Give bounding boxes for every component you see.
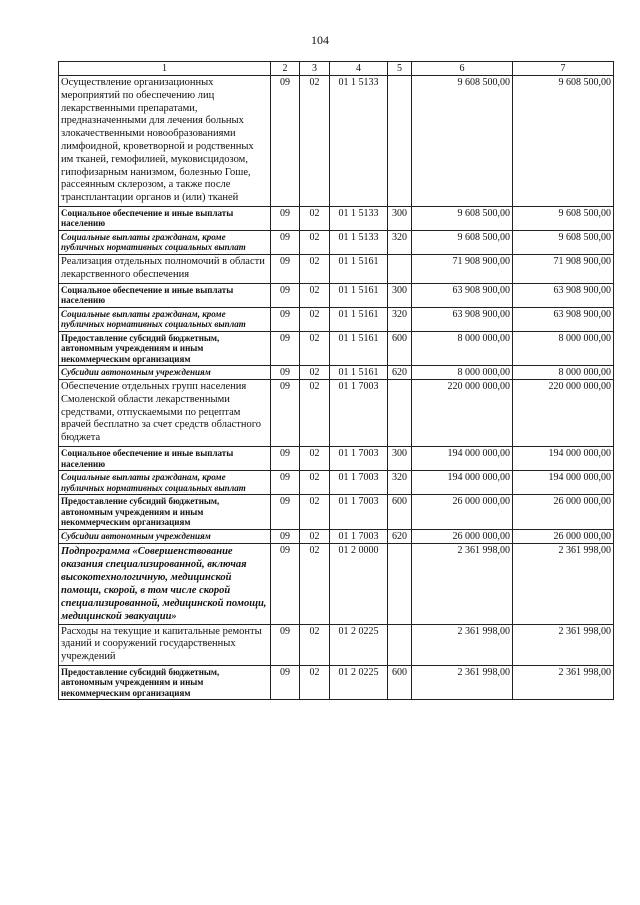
cell-expense-type [388, 380, 412, 447]
table-row [59, 230, 614, 254]
cell-subsection: 02 [300, 283, 330, 307]
cell-name: Социальные выплаты гражданам, кроме публичных нормативных социальных выплат [59, 307, 271, 331]
cell-section: 09 [271, 529, 300, 543]
col-header-4: 4 [330, 62, 388, 76]
cell-target-article: 01 1 5161 [330, 283, 388, 307]
cell-amount-year1: 9 608 500,00 [412, 76, 513, 207]
budget-table [58, 61, 614, 700]
cell-name: Предоставление субсидий бюджетным, автономным учреждениям и иным некоммерческим организациям [59, 331, 271, 366]
cell-subsection: 02 [300, 366, 330, 380]
table-row [59, 447, 614, 471]
cell-target-article: 01 1 5133 [330, 230, 388, 254]
cell-expense-type [388, 254, 412, 283]
col-header-7: 7 [513, 62, 614, 76]
table-row [59, 543, 614, 624]
cell-target-article: 01 1 7003 [330, 471, 388, 495]
cell-section: 09 [271, 543, 300, 624]
cell-subsection: 02 [300, 254, 330, 283]
table-row [59, 471, 614, 495]
cell-name: Субсидии автономным учреждениям [59, 366, 271, 380]
cell-target-article: 01 2 0225 [330, 665, 388, 700]
cell-section: 09 [271, 307, 300, 331]
cell-target-article: 01 1 5161 [330, 366, 388, 380]
cell-amount-year1: 8 000 000,00 [412, 331, 513, 366]
cell-subsection: 02 [300, 307, 330, 331]
cell-subsection: 02 [300, 76, 330, 207]
cell-expense-type [388, 76, 412, 207]
cell-subsection: 02 [300, 206, 330, 230]
cell-section: 09 [271, 380, 300, 447]
cell-amount-year1: 71 908 900,00 [412, 254, 513, 283]
cell-section: 09 [271, 230, 300, 254]
cell-target-article: 01 2 0225 [330, 624, 388, 665]
table-row [59, 495, 614, 530]
cell-amount-year2: 63 908 900,00 [513, 307, 614, 331]
cell-amount-year1: 194 000 000,00 [412, 447, 513, 471]
cell-amount-year2: 194 000 000,00 [513, 471, 614, 495]
cell-section: 09 [271, 665, 300, 700]
cell-amount-year2: 2 361 998,00 [513, 665, 614, 700]
cell-subsection: 02 [300, 331, 330, 366]
cell-expense-type: 600 [388, 331, 412, 366]
cell-expense-type: 320 [388, 471, 412, 495]
cell-amount-year1: 194 000 000,00 [412, 471, 513, 495]
cell-target-article: 01 1 5161 [330, 254, 388, 283]
cell-amount-year1: 8 000 000,00 [412, 366, 513, 380]
cell-amount-year2: 63 908 900,00 [513, 283, 614, 307]
cell-expense-type: 300 [388, 206, 412, 230]
cell-expense-type: 600 [388, 665, 412, 700]
cell-name: Подпрограмма «Совершенствование оказания специализированной, включая высокотехнологичную, медицинской помощи, скорой, в том числе скорой специализированной, медицинской помощи, медицинской эвакуации» [59, 543, 271, 624]
cell-target-article: 01 1 7003 [330, 529, 388, 543]
table-row [59, 624, 614, 665]
cell-expense-type: 620 [388, 529, 412, 543]
cell-amount-year1: 220 000 000,00 [412, 380, 513, 447]
cell-subsection: 02 [300, 543, 330, 624]
cell-amount-year1: 2 361 998,00 [412, 543, 513, 624]
cell-amount-year2: 26 000 000,00 [513, 495, 614, 530]
cell-subsection: 02 [300, 230, 330, 254]
table-body [59, 76, 614, 700]
cell-name: Субсидии автономным учреждениям [59, 529, 271, 543]
cell-section: 09 [271, 254, 300, 283]
cell-amount-year1: 63 908 900,00 [412, 283, 513, 307]
cell-section: 09 [271, 283, 300, 307]
table-row [59, 307, 614, 331]
cell-name: Реализация отдельных полномочий в области лекарственного обеспечения [59, 254, 271, 283]
cell-section: 09 [271, 624, 300, 665]
cell-amount-year2: 9 608 500,00 [513, 230, 614, 254]
cell-amount-year2: 26 000 000,00 [513, 529, 614, 543]
cell-name: Предоставление субсидий бюджетным, автономным учреждениям и иным некоммерческим организациям [59, 495, 271, 530]
header-row [59, 62, 614, 76]
cell-amount-year2: 9 608 500,00 [513, 206, 614, 230]
cell-target-article: 01 1 7003 [330, 447, 388, 471]
cell-subsection: 02 [300, 624, 330, 665]
cell-amount-year1: 9 608 500,00 [412, 206, 513, 230]
cell-expense-type: 320 [388, 230, 412, 254]
cell-expense-type: 300 [388, 283, 412, 307]
table-row [59, 529, 614, 543]
col-header-5: 5 [388, 62, 412, 76]
cell-section: 09 [271, 76, 300, 207]
cell-amount-year1: 26 000 000,00 [412, 495, 513, 530]
cell-expense-type: 300 [388, 447, 412, 471]
cell-section: 09 [271, 471, 300, 495]
cell-name: Социальное обеспечение и иные выплаты населению [59, 283, 271, 307]
cell-expense-type: 320 [388, 307, 412, 331]
cell-amount-year2: 2 361 998,00 [513, 624, 614, 665]
cell-amount-year2: 8 000 000,00 [513, 331, 614, 366]
table-row [59, 76, 614, 207]
page-number: 104 [311, 33, 329, 47]
table-row [59, 366, 614, 380]
cell-amount-year1: 9 608 500,00 [412, 230, 513, 254]
cell-amount-year2: 71 908 900,00 [513, 254, 614, 283]
cell-subsection: 02 [300, 529, 330, 543]
table-row [59, 380, 614, 447]
cell-name: Социальное обеспечение и иные выплаты населению [59, 206, 271, 230]
table-row [59, 254, 614, 283]
cell-amount-year1: 2 361 998,00 [412, 624, 513, 665]
cell-amount-year2: 220 000 000,00 [513, 380, 614, 447]
cell-name: Расходы на текущие и капитальные ремонты зданий и сооружений государственных учреждений [59, 624, 271, 665]
cell-section: 09 [271, 331, 300, 366]
cell-section: 09 [271, 206, 300, 230]
cell-name: Обеспечение отдельных групп населения Смоленской области лекарственными средствами, отпускаемыми по рецептам врачей бесплатно за счет средств областного бюджета [59, 380, 271, 447]
cell-target-article: 01 1 5161 [330, 307, 388, 331]
cell-amount-year2: 2 361 998,00 [513, 543, 614, 624]
cell-name: Предоставление субсидий бюджетным, автономным учреждениям и иным некоммерческим организациям [59, 665, 271, 700]
col-header-3: 3 [300, 62, 330, 76]
cell-subsection: 02 [300, 495, 330, 530]
cell-subsection: 02 [300, 665, 330, 700]
cell-target-article: 01 1 7003 [330, 495, 388, 530]
cell-name: Социальное обеспечение и иные выплаты населению [59, 447, 271, 471]
cell-subsection: 02 [300, 380, 330, 447]
cell-target-article: 01 1 5161 [330, 331, 388, 366]
col-header-2: 2 [271, 62, 300, 76]
table-row [59, 665, 614, 700]
col-header-1: 1 [59, 62, 271, 76]
cell-expense-type [388, 624, 412, 665]
cell-target-article: 01 1 5133 [330, 76, 388, 207]
table-row [59, 206, 614, 230]
cell-subsection: 02 [300, 447, 330, 471]
cell-expense-type [388, 543, 412, 624]
cell-expense-type: 620 [388, 366, 412, 380]
table-row [59, 283, 614, 307]
cell-expense-type: 600 [388, 495, 412, 530]
table-row [59, 331, 614, 366]
cell-target-article: 01 1 7003 [330, 380, 388, 447]
cell-target-article: 01 1 5133 [330, 206, 388, 230]
cell-name: Осуществление организационных мероприятий по обеспечению лиц лекарственными препаратами, предназначенными для лечения больных злокачественными новообразованиями лимфоидной, кроветворной и родственных им тканей, гемофилией, муковисцидозом, гипофизарным нанизмом, болезнью Гоше, рассеянным склерозом, а также после трансплантации органов и (или) тканей [59, 76, 271, 207]
cell-name: Социальные выплаты гражданам, кроме публичных нормативных социальных выплат [59, 471, 271, 495]
cell-amount-year1: 2 361 998,00 [412, 665, 513, 700]
cell-amount-year2: 194 000 000,00 [513, 447, 614, 471]
cell-amount-year2: 9 608 500,00 [513, 76, 614, 207]
cell-subsection: 02 [300, 471, 330, 495]
cell-section: 09 [271, 366, 300, 380]
cell-section: 09 [271, 447, 300, 471]
col-header-6: 6 [412, 62, 513, 76]
cell-target-article: 01 2 0000 [330, 543, 388, 624]
cell-name: Социальные выплаты гражданам, кроме публичных нормативных социальных выплат [59, 230, 271, 254]
cell-amount-year2: 8 000 000,00 [513, 366, 614, 380]
cell-section: 09 [271, 495, 300, 530]
cell-amount-year1: 26 000 000,00 [412, 529, 513, 543]
cell-amount-year1: 63 908 900,00 [412, 307, 513, 331]
